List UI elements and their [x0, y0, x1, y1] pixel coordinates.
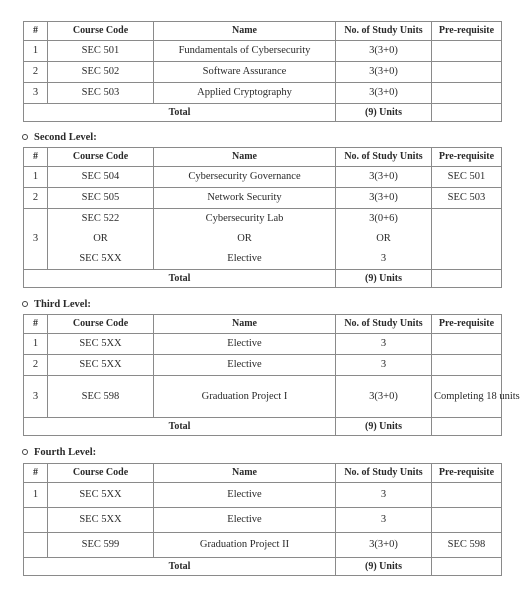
row-name: Elective [154, 355, 336, 376]
row-num: 1 [24, 41, 48, 62]
row-units: 3 [336, 483, 432, 508]
header-prerequisite: Pre-requisite [432, 22, 502, 41]
row-prerequisite [432, 355, 502, 376]
header-prerequisite: Pre-requisite [432, 315, 502, 334]
row-name: Elective [154, 334, 336, 355]
total-units: (9) Units [336, 270, 432, 288]
header-num: # [24, 22, 48, 41]
row-name-options [154, 209, 336, 270]
circle-bullet-icon [22, 449, 28, 455]
header-course-code: Course Code [48, 148, 154, 167]
row-units: 3(3+0) [336, 533, 432, 558]
row-name: Graduation Project II [154, 533, 336, 558]
header-name: Name [154, 22, 336, 41]
total-label: Total [24, 104, 336, 122]
row-course-code: SEC 501 [48, 41, 154, 62]
row-name: Fundamentals of Cybersecurity [154, 41, 336, 62]
row-prerequisite: SEC 501 [432, 167, 502, 188]
header-name: Name [154, 315, 336, 334]
row-name: Network Security [154, 188, 336, 209]
row-name: Software Assurance [154, 62, 336, 83]
row-name: Applied Cryptography [154, 83, 336, 104]
row-course-code: SEC 5XX [48, 483, 154, 508]
row-course-code: SEC 5XX [48, 334, 154, 355]
row-prerequisite [432, 41, 502, 62]
table-row [24, 508, 502, 533]
table-header-row [24, 315, 502, 334]
header-num: # [24, 315, 48, 334]
row-units: 3(3+0) [336, 167, 432, 188]
heading-label: Fourth Level: [34, 446, 97, 458]
table-row [24, 355, 502, 376]
header-name: Name [154, 464, 336, 483]
header-course-code: Course Code [48, 22, 154, 41]
header-num: # [24, 148, 48, 167]
row-prerequisite [432, 83, 502, 104]
row-units: 3(3+0) [336, 41, 432, 62]
table-row [24, 376, 502, 418]
row-name: Cybersecurity Governance [154, 167, 336, 188]
total-row [24, 270, 502, 288]
total-units: (9) Units [336, 558, 432, 576]
row-prerequisite: SEC 598 [432, 533, 502, 558]
row-units: 3(3+0) [336, 188, 432, 209]
row-course-code: SEC 5XX [48, 355, 154, 376]
row-num: 2 [24, 188, 48, 209]
row-prerequisite [432, 209, 502, 270]
table-row [24, 483, 502, 508]
header-study-units: No. of Study Units [336, 22, 432, 41]
row-course-code: SEC 504 [48, 167, 154, 188]
row-course-code: SEC 502 [48, 62, 154, 83]
row-course-code: SEC 503 [48, 83, 154, 104]
table-row [24, 188, 502, 209]
row-prerequisite: SEC 503 [432, 188, 502, 209]
row-course-code: SEC 5XX [48, 508, 154, 533]
header-study-units: No. of Study Units [336, 464, 432, 483]
table-row [24, 83, 502, 104]
row-name: Graduation Project I [154, 376, 336, 418]
row-name: Elective [154, 508, 336, 533]
row-units: 3(3+0) [336, 62, 432, 83]
row-num [24, 508, 48, 533]
course-name-option: Cybersecurity Lab [205, 213, 284, 224]
heading-label: Third Level: [34, 298, 91, 310]
row-units: 3(3+0) [336, 83, 432, 104]
row-units: 3 [336, 334, 432, 355]
table-row [24, 334, 502, 355]
header-study-units: No. of Study Units [336, 148, 432, 167]
total-units: (9) Units [336, 104, 432, 122]
row-prerequisite [432, 483, 502, 508]
row-prerequisite: Completing 18 units [432, 376, 502, 418]
row-num: 1 [24, 167, 48, 188]
total-empty-cell [432, 418, 502, 436]
course-code-option: SEC 5XX [79, 253, 122, 264]
circle-bullet-icon [22, 301, 28, 307]
row-units: 3(3+0) [336, 376, 432, 418]
table-header-row [24, 22, 502, 41]
header-course-code: Course Code [48, 464, 154, 483]
header-name: Name [154, 148, 336, 167]
circle-bullet-icon [22, 134, 28, 140]
total-label: Total [24, 270, 336, 288]
row-course-code: SEC 599 [48, 533, 154, 558]
total-empty-cell [432, 104, 502, 122]
row-num: 2 [24, 62, 48, 83]
units-option: 3 [380, 253, 387, 264]
row-num: 2 [24, 355, 48, 376]
row-prerequisite [432, 334, 502, 355]
row-prerequisite [432, 508, 502, 533]
row-units-options [336, 209, 432, 270]
table-row [24, 41, 502, 62]
fourth-level-table [23, 463, 502, 576]
total-label: Total [24, 418, 336, 436]
row-course-code: SEC 505 [48, 188, 154, 209]
units-option: 3(0+6) [369, 213, 398, 224]
header-course-code: Course Code [48, 315, 154, 334]
second-level-table [23, 147, 502, 288]
row-num: 1 [24, 483, 48, 508]
row-num: 1 [24, 334, 48, 355]
total-empty-cell [432, 558, 502, 576]
row-units: 3 [336, 508, 432, 533]
total-row [24, 104, 502, 122]
or-separator: OR [237, 233, 252, 244]
header-study-units: No. of Study Units [336, 315, 432, 334]
or-separator: OR [93, 233, 108, 244]
row-units: 3 [336, 355, 432, 376]
table-header-row [24, 464, 502, 483]
course-code-option: SEC 522 [81, 213, 120, 224]
row-course-code-options [48, 209, 154, 270]
total-row [24, 558, 502, 576]
row-num: 3 [24, 83, 48, 104]
or-separator: OR [376, 233, 391, 244]
total-row [24, 418, 502, 436]
second-level-heading [22, 130, 97, 144]
table-row [24, 62, 502, 83]
table-row [24, 533, 502, 558]
header-num: # [24, 464, 48, 483]
table-row [24, 167, 502, 188]
header-prerequisite: Pre-requisite [432, 464, 502, 483]
row-course-code: SEC 598 [48, 376, 154, 418]
row-name: Elective [154, 483, 336, 508]
total-units: (9) Units [336, 418, 432, 436]
row-num: 3 [24, 209, 48, 270]
total-label: Total [24, 558, 336, 576]
first-level-table [23, 21, 502, 122]
table-header-row [24, 148, 502, 167]
row-num: 3 [24, 376, 48, 418]
heading-label: Second Level: [34, 131, 97, 143]
course-name-option: Elective [227, 253, 262, 264]
total-empty-cell [432, 270, 502, 288]
header-prerequisite: Pre-requisite [432, 148, 502, 167]
row-prerequisite [432, 62, 502, 83]
third-level-table [23, 314, 520, 436]
fourth-level-heading [22, 445, 96, 459]
table-row-choice [24, 209, 502, 270]
row-num [24, 533, 48, 558]
third-level-heading [22, 297, 91, 311]
